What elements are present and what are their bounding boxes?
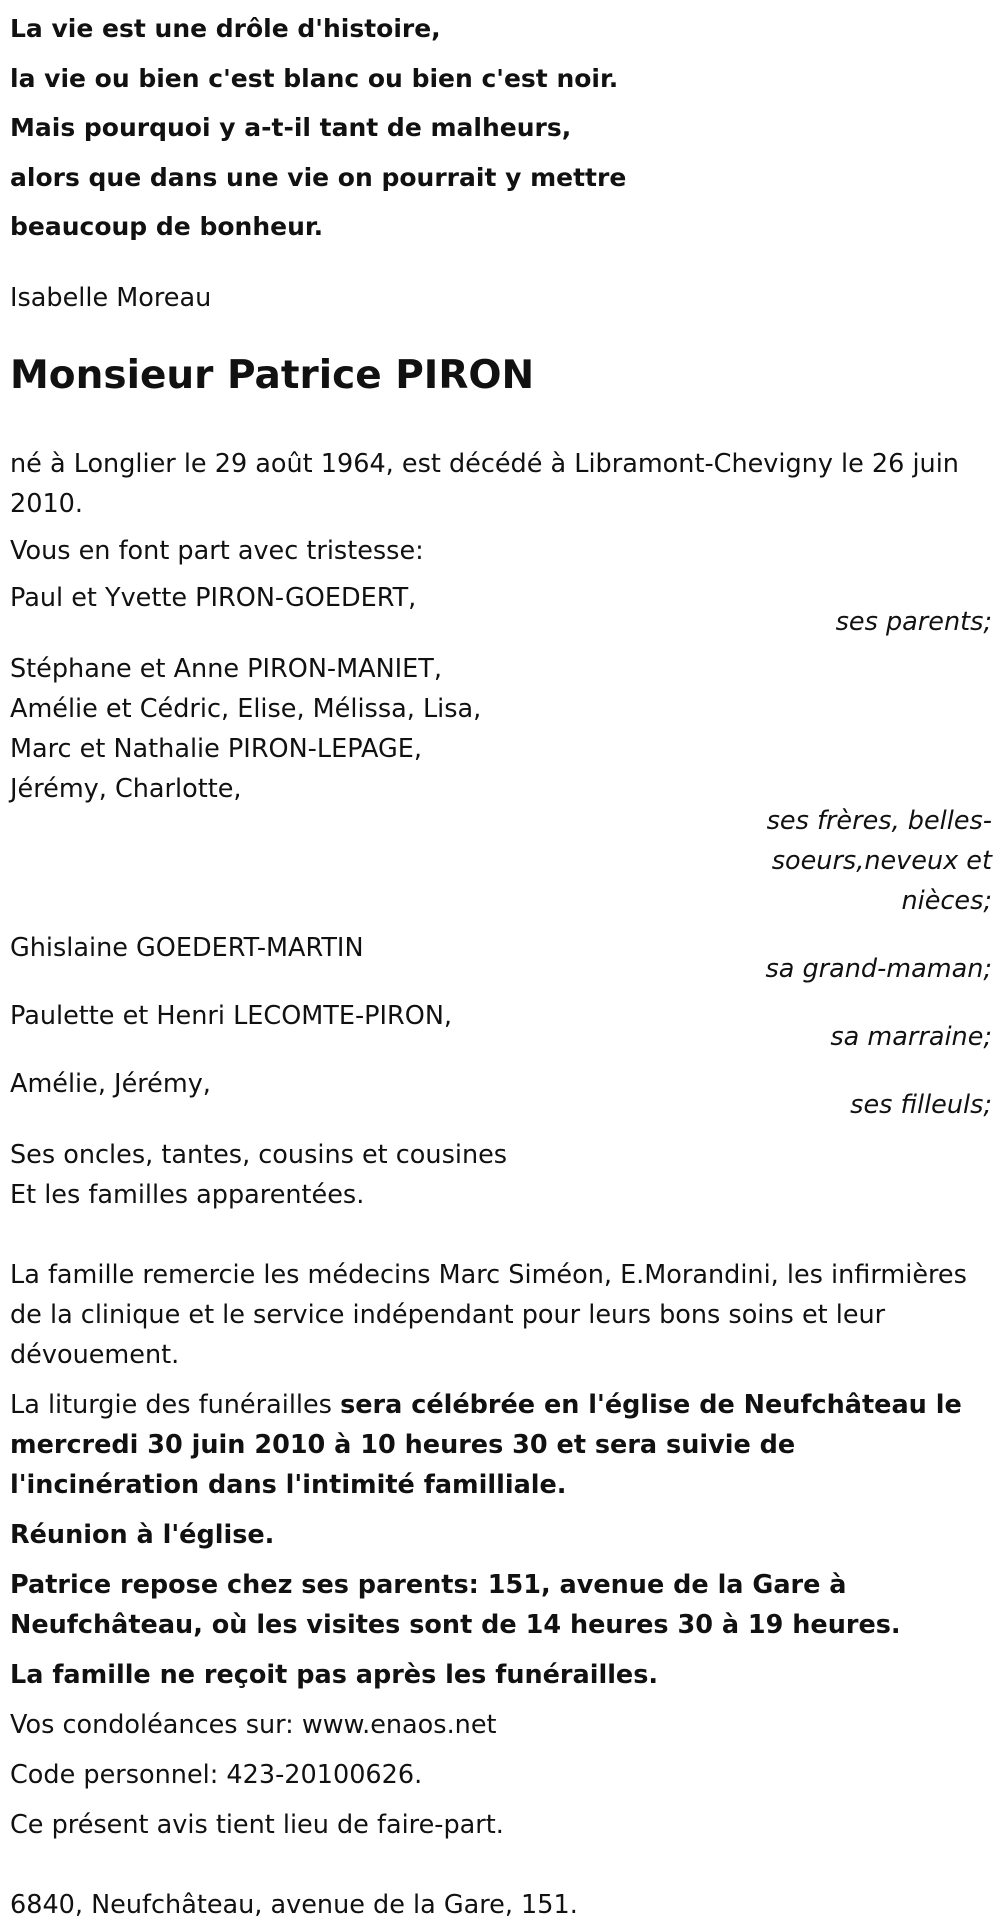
personal-code-text: Code personnel: 423-20100626. (10, 1759, 423, 1790)
notice-text: Ce présent avis tient lieu de faire-part. (10, 1809, 504, 1840)
poem-line: Mais pourquoi y a-t-il tant de malheurs, (10, 113, 572, 142)
meeting-text: Réunion à l'église. (10, 1519, 275, 1550)
extended-family (10, 1135, 992, 1215)
family-group-grandmother (10, 928, 992, 989)
address-text: 6840, Neufchâteau, avenue de la Gare, 151. (10, 1889, 578, 1920)
poem-author: Isabelle Moreau (10, 282, 212, 313)
poem-line: beaucoup de bonheur. (10, 212, 324, 241)
family-name-line: Jérémy, Charlotte, (10, 773, 242, 804)
extended-family-line: Ses oncles, tantes, cousins et cousines (10, 1139, 508, 1170)
poem-line: La vie est une drôle d'histoire, (10, 14, 441, 43)
family-group-godchildren (10, 1064, 992, 1125)
relation-label: sa marraine; (830, 1021, 992, 1052)
relation-label: ses parents; (835, 606, 992, 637)
deceased-name: Monsieur Patrice PIRON (10, 352, 535, 398)
poem (10, 4, 992, 252)
funeral-details: sera célébrée en l'église de Neufchâteau le mercredi 30 juin 2010 à 10 heures 30 et sera suivie de l'incinération dans l'intimité familliale. (10, 1389, 962, 1500)
relation-label: ses frères, belles-soeurs,neveux et nièces; (766, 805, 992, 916)
resting-place-text: Patrice repose chez ses parents: 151, avenue de la Gare à Neufchâteau, où les visites sont de 14 heures 30 à 19 heures. (10, 1569, 901, 1640)
family-name-line: Paulette et Henri LECOMTE-PIRON, (10, 1000, 453, 1031)
family-name-line: Paul et Yvette PIRON-GOEDERT, (10, 582, 417, 613)
extended-family-line: Et les familles apparentées. (10, 1179, 365, 1210)
poem-line: la vie ou bien c'est blanc ou bien c'est noir. (10, 63, 619, 93)
thanks-paragraph: La famille remercie les médecins Marc Siméon, E.Morandini, les infirmières de la clinique et le service indépendant pour leurs bons soins et leur dévouement. (10, 1259, 967, 1370)
family-group-siblings (10, 649, 992, 921)
family-name-line: Ghislaine GOEDERT-MARTIN (10, 932, 364, 963)
funeral-paragraph (10, 1385, 992, 1505)
relation-label: sa grand-maman; (765, 953, 992, 984)
family-name-line: Stéphane et Anne PIRON-MANIET, (10, 653, 442, 684)
announcement-text: Vous en font part avec tristesse: (10, 535, 424, 566)
condolences-text: Vos condoléances sur: www.enaos.net (10, 1709, 497, 1740)
relation-label: ses filleuls; (850, 1089, 992, 1120)
family-name-line: Marc et Nathalie PIRON-LEPAGE, (10, 733, 422, 764)
family-name-line: Amélie et Cédric, Elise, Mélissa, Lisa, (10, 693, 482, 724)
obituary-page (10, 0, 992, 1925)
family-name-line: Amélie, Jérémy, (10, 1068, 211, 1099)
birth-death-text: né à Longlier le 29 août 1964, est décédé à Libramont-Chevigny le 26 juin 2010. (10, 448, 959, 519)
no-reception-text: La famille ne reçoit pas après les funérailles. (10, 1659, 659, 1690)
funeral-intro: La liturgie des funérailles (10, 1389, 341, 1420)
family-group-parents (10, 578, 992, 642)
poem-line: alors que dans une vie on pourrait y mettre (10, 162, 627, 192)
family-group-godmother (10, 996, 992, 1057)
